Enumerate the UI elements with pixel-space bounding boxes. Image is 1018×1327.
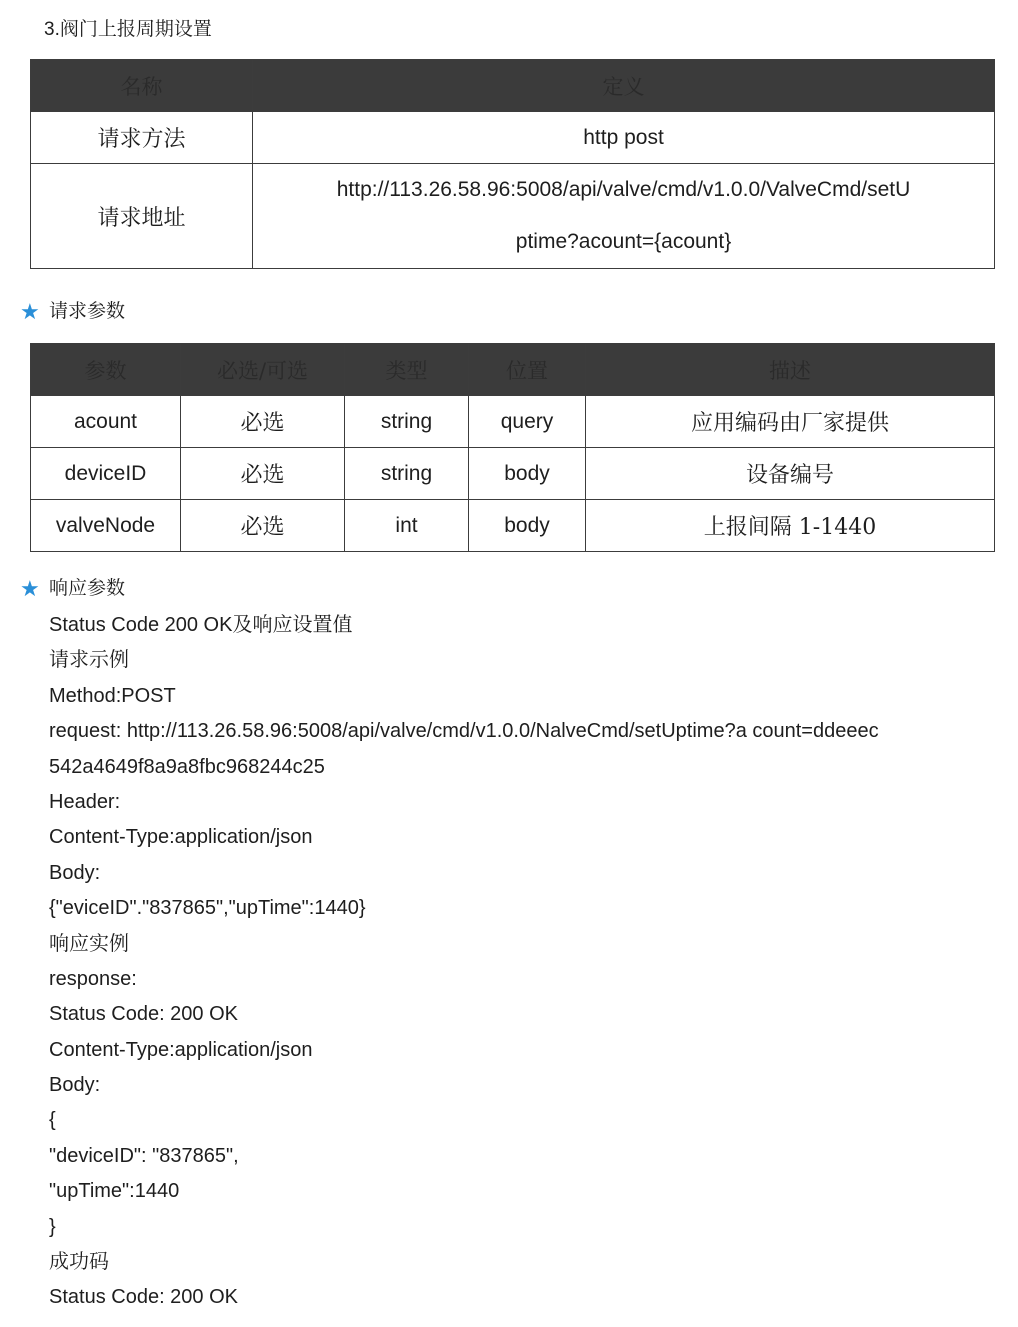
text-line: {"eviceID"."837865","upTime":1440}	[49, 897, 366, 920]
param-type: string	[345, 396, 469, 448]
request-params-table	[30, 343, 995, 552]
text-line: "upTime":1440	[49, 1180, 180, 1203]
param-type: string	[345, 448, 469, 500]
param-name: deviceID	[31, 448, 181, 500]
param-name: valveNode	[31, 500, 181, 552]
address-line-1: http://113.26.58.96:5008/api/valve/cmd/v1.0.0/ValveCmd/setU	[336, 178, 911, 201]
text-line: Status Code: 200 OK	[49, 1286, 239, 1309]
text-line: Method:POST	[49, 684, 176, 707]
address-line-2: ptime?acount={acount}	[515, 230, 732, 253]
header-description: 描述	[586, 344, 995, 396]
param-location: body	[469, 500, 586, 552]
header-name: 名称	[31, 60, 253, 112]
table-header-row	[31, 60, 995, 112]
table-header-row	[31, 344, 995, 396]
text-line: Header:	[49, 790, 121, 813]
param-description: 设备编号	[586, 448, 995, 500]
api-definition-table	[30, 59, 995, 269]
text-line: Status Code 200 OK及响应设置值	[49, 614, 353, 636]
star-icon: ★	[20, 299, 40, 324]
method-label: 请求方法	[31, 112, 253, 164]
text-line: response:	[49, 967, 137, 990]
param-required: 必选	[181, 448, 345, 500]
text-line: {	[49, 1109, 56, 1132]
text-line: Body:	[49, 1074, 101, 1097]
param-location: body	[469, 448, 586, 500]
example-text-block	[49, 608, 879, 1316]
text-line: }	[49, 1215, 56, 1238]
text-line: 542a4649f8a9a8fbc968244c25	[49, 755, 325, 778]
method-value: http post	[253, 112, 995, 164]
table-row	[31, 396, 995, 448]
param-name: acount	[31, 396, 181, 448]
text-line: Body:	[49, 861, 101, 884]
table-row	[31, 500, 995, 552]
param-required: 必选	[181, 500, 345, 552]
text-line: request: http://113.26.58.96:5008/api/valve/cmd/v1.0.0/NalveCmd/setUptime?a count=ddeeec	[49, 720, 879, 743]
text-line: "deviceID": "837865",	[49, 1144, 239, 1167]
response-params-heading	[20, 577, 125, 601]
param-location: query	[469, 396, 586, 448]
response-params-heading-text: 响应参数	[49, 578, 126, 599]
param-description: 上报间隔 1-1440	[586, 500, 995, 552]
header-required: 必选/可选	[181, 344, 345, 396]
param-required: 必选	[181, 396, 345, 448]
header-type: 类型	[345, 344, 469, 396]
text-line: 响应实例	[49, 932, 129, 955]
address-label: 请求地址	[31, 164, 253, 269]
text-line: Content-Type:application/json	[49, 1038, 313, 1061]
table-row	[31, 448, 995, 500]
param-description: 应用编码由厂家提供	[586, 396, 995, 448]
star-icon: ★	[20, 576, 40, 601]
section-title: 3.阀门上报周期设置	[44, 19, 212, 40]
text-line: 成功码	[49, 1251, 109, 1274]
request-params-heading-text: 请求参数	[49, 301, 126, 322]
header-location: 位置	[469, 344, 586, 396]
request-params-heading	[20, 300, 125, 324]
address-value	[253, 164, 995, 269]
table-row	[31, 112, 995, 164]
header-definition: 定义	[253, 60, 995, 112]
text-line: Content-Type:application/json	[49, 826, 313, 849]
param-type: int	[345, 500, 469, 552]
table-row	[31, 164, 995, 269]
text-line: 请求示例	[49, 649, 129, 672]
text-line: Status Code: 200 OK	[49, 1003, 239, 1026]
header-param: 参数	[31, 344, 181, 396]
